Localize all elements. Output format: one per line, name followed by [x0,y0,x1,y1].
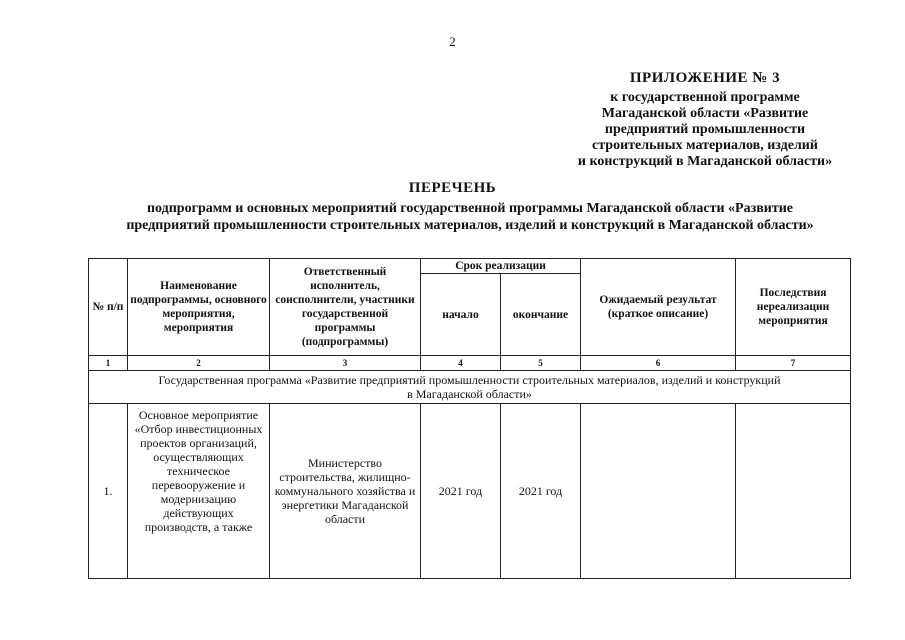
appendix-line: Магаданской области «Развитие [601,106,809,121]
appendix-line: к государственной программе [610,90,800,105]
header-name: Наименование подпрограммы, основного мероприятия, мероприятия [128,259,270,356]
subtitle-line: подпрограмм и основных мероприятий государственной программы Магаданской области «Развитие [146,201,793,216]
row-responsible: Министерство строительства, жилищно-коммунального хозяйства и энергетики Магаданской области [270,404,421,579]
row-consequences [736,404,851,579]
header-responsible: Ответственный исполнитель, соисполнители, участники государственной программы (подпрограммы) [270,259,421,356]
row-name: Основное мероприятие «Отбор инвестиционных проектов организаций, осуществляющих техническое перевооружение и модернизацию действующих производств, а также [128,404,270,579]
appendix-heading: ПРИЛОЖЕНИЕ № 3 [629,70,781,86]
appendix-line: и конструкций в Магаданской области» [577,154,833,169]
column-number: 2 [128,356,270,371]
header-end: окончание [501,274,581,356]
header-result: Ожидаемый результат (краткое описание) [581,259,736,356]
appendix-block [555,70,855,170]
column-number: 5 [501,356,581,371]
header-start: начало [421,274,501,356]
events-table [88,258,851,579]
page-number: 2 [449,34,456,49]
row-result [581,404,736,579]
column-number: 7 [736,356,851,371]
row-end: 2021 год [501,404,581,579]
appendix-line: предприятий промышленности [604,122,806,137]
column-number: 4 [421,356,501,371]
appendix-line: строительных материалов, изделий [592,138,818,153]
header-term: Срок реализации [421,259,581,274]
column-number: 6 [581,356,736,371]
document-title: ПЕРЕЧЕНЬ [408,180,497,196]
program-line: Государственная программа «Развитие предприятий промышленности строительных материалов, изделий и конструкций [158,373,781,387]
row-start: 2021 год [421,404,501,579]
document-subtitle [90,200,850,234]
column-number: 1 [89,356,128,371]
table-row [89,404,851,579]
header-consequences: Последствия нереализации мероприятия [736,259,851,356]
program-row [89,371,851,404]
row-num: 1. [89,404,128,579]
subtitle-line: предприятий промышленности строительных материалов, изделий и конструкций в Магаданской области» [126,218,814,233]
header-num: № п/п [89,259,128,356]
column-number: 3 [270,356,421,371]
program-line: в Магаданской области» [407,387,532,401]
